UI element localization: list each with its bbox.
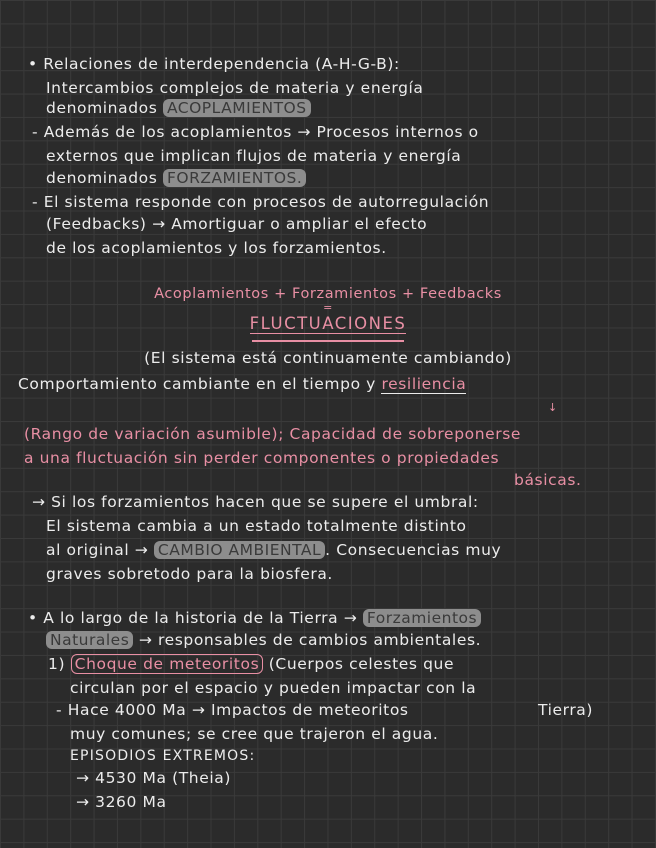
equals-sign: =	[323, 301, 333, 314]
title-double-underline	[252, 340, 404, 342]
note-text: • A lo largo de la historia de la Tierra →	[28, 609, 358, 627]
note-text: al original →	[46, 541, 149, 559]
title-text: FLUCTUACIONES	[249, 314, 407, 333]
note-line: EPISODIOS EXTREMOS:	[70, 748, 256, 764]
note-line: El sistema cambia a un estado totalmente distinto	[46, 517, 467, 535]
note-line: circulan por el espacio y pueden impactar con la	[70, 679, 477, 697]
down-arrow: ↓	[548, 401, 558, 414]
note-line: - El sistema responde con procesos de autorregulación	[32, 193, 490, 211]
note-text: denominados	[46, 169, 158, 187]
note-line: → 3260 Ma	[76, 793, 167, 811]
note-line: graves sobretodo para la biosfera.	[46, 565, 333, 583]
note-text: . Consecuencias muy	[325, 541, 502, 559]
note-line: - Además de los acoplamientos → Procesos internos o	[32, 123, 479, 141]
note-line	[46, 168, 306, 188]
note-text: denominados	[46, 99, 158, 117]
note-line: muy comunes; se cree que trajeron el agua.	[70, 725, 439, 743]
note-line: → 4530 Ma (Theia)	[76, 769, 232, 787]
note-line	[46, 98, 311, 118]
highlight-cambio-ambiental: CAMBIO AMBIENTAL	[154, 541, 325, 559]
list-number: 1)	[48, 655, 66, 673]
note-line: básicas.	[514, 471, 582, 489]
fluctuaciones-title	[0, 314, 656, 334]
note-line: - Hace 4000 Ma → Impactos de meteoritos	[56, 701, 409, 719]
highlight-choque-meteoritos: Choque de meteoritos	[71, 654, 264, 674]
note-line	[48, 654, 454, 674]
note-line: (El sistema está continuamente cambiando)	[144, 349, 512, 367]
note-line: Tierra)	[538, 701, 594, 719]
note-line	[46, 540, 501, 560]
note-line	[46, 630, 481, 650]
highlight-acoplamientos: ACOPLAMIENTOS	[163, 99, 311, 117]
note-line: a una fluctuación sin perder componentes o propiedades	[24, 449, 500, 467]
note-line	[18, 374, 466, 394]
note-text: (Cuerpos celestes que	[268, 655, 455, 673]
highlight-forzamientos: FORZAMIENTOS.	[163, 169, 306, 187]
note-line: • Relaciones de interdependencia (A-H-G-B):	[28, 55, 400, 73]
formula-line: Acoplamientos + Forzamientos + Feedbacks	[154, 286, 502, 302]
highlight-forzamientos-naturales: Forzamientos	[363, 609, 481, 627]
note-line	[28, 608, 481, 628]
note-line: Intercambios complejos de materia y energía	[46, 79, 424, 97]
highlight-naturales: Naturales	[46, 631, 133, 649]
note-line: externos que implican flujos de materia y energía	[46, 147, 462, 165]
note-text: → responsables de cambios ambientales.	[138, 631, 482, 649]
note-line: (Feedbacks) → Amortiguar o ampliar el efecto	[46, 215, 428, 233]
note-text: Comportamiento cambiante en el tiempo y	[18, 375, 376, 393]
note-line: → Si los forzamientos hacen que se supere el umbral:	[32, 493, 479, 511]
note-line: (Rango de variación asumible); Capacidad de sobreponerse	[24, 425, 522, 443]
note-line: de los acoplamientos y los forzamientos.	[46, 239, 387, 257]
resiliencia-term: resiliencia	[381, 375, 467, 393]
